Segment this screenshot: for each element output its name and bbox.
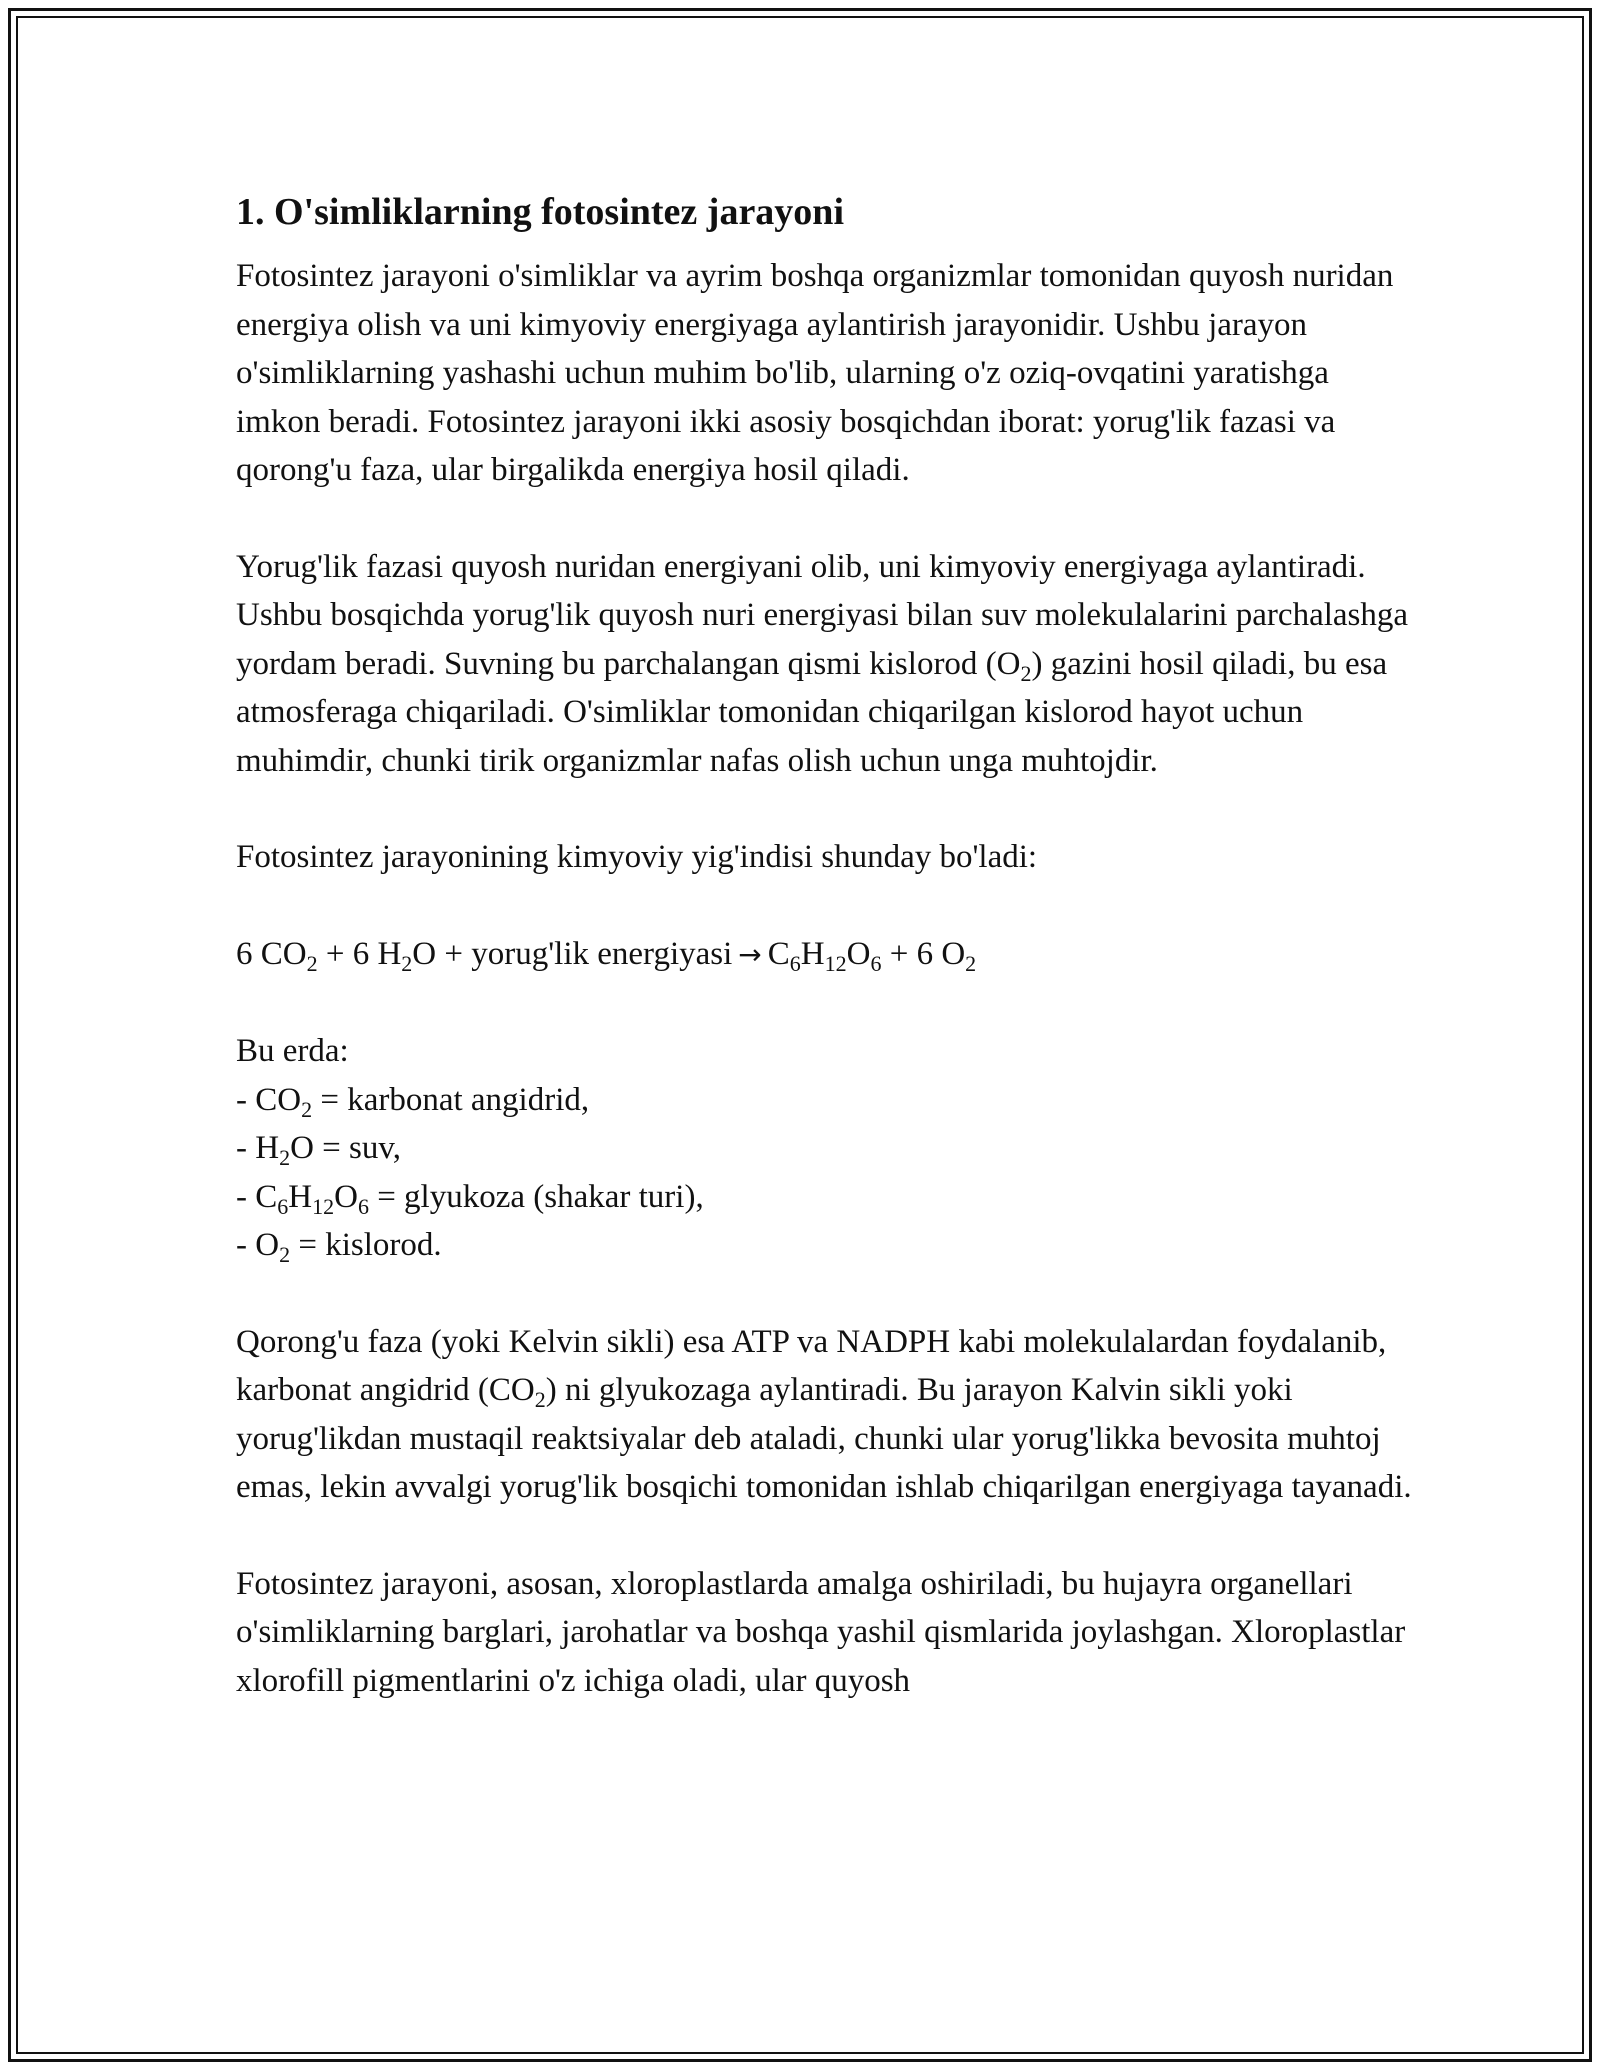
- subscript: 2: [279, 1145, 291, 1170]
- text-run: O: [846, 935, 871, 972]
- subscript: 2: [301, 1096, 313, 1122]
- subscript: 2: [306, 950, 318, 976]
- subscript: 2: [279, 1242, 291, 1267]
- text-run: ) ni glyukozaga aylantiradi. Bu jarayon Kalvin sikli yoki yorug'likdan mustaqil reaktsiyalar deb ataladi, chunki ular yorug'likka bevosita muhtoj emas, lekin avvalgi yorug'lik bosqichi tomonidan ishlab chiqarilgan energiyaga tayanadi.: [236, 1372, 1412, 1505]
- list-item: [236, 1076, 1416, 1125]
- text-run: = glyukoza (shakar turi),: [368, 1178, 704, 1215]
- text-run: = kislorod.: [290, 1227, 442, 1263]
- text-run: O: [334, 1178, 358, 1215]
- text-run: - CO: [236, 1081, 302, 1118]
- text-run: O = suv,: [290, 1130, 401, 1166]
- text-run: - C: [236, 1178, 278, 1215]
- text-run: - O: [236, 1227, 280, 1263]
- text-run: C: [767, 935, 790, 972]
- paragraph-equation-intro: Fotosintez jarayonining kimyoviy yig'indisi shunday bo'ladi:: [236, 839, 1038, 875]
- subscript: 2: [401, 950, 413, 976]
- list-item: [236, 1173, 1416, 1222]
- text-run: Yorug'lik fazasi quyosh nuridan energiyani olib, uni kimyoviy energiyaga aylantiradi. Ushbu bosqichda yorug'lik quyosh nuri energiyasi bilan suv molekulalarini parchalashga yordam beradi. Suvning bu parchalangan qismi kislorod (O: [236, 548, 1409, 682]
- paragraph-chloroplasts: Fotosintez jarayoni, asosan, xloroplastlarda amalga oshiriladi, bu hujayra organellari o'simliklarning barglari, jarohatlar va boshqa yashil qismlarida joylashgan. Xloroplastlar xlorofill pigmentlarini o'z ichiga oladi, ular quyosh: [236, 1565, 1406, 1699]
- text-run: O + yorug'lik energiyasi: [412, 935, 733, 972]
- section-heading: 1. O'simliklarning fotosintez jarayoni: [236, 191, 844, 233]
- subscript: 12: [312, 1193, 335, 1219]
- subscript: 6: [870, 950, 882, 976]
- subscript: 2: [534, 1387, 546, 1412]
- document-body: [236, 186, 1416, 1753]
- text-run: ) gazini hosil qiladi, bu esa atmosferaga chiqariladi. O'simliklar tomonidan chiqarilgan kislorod hayot uchun muhimdir, chunki tirik organizmlar nafas olish uchun unga muhtojdir.: [236, 645, 1388, 779]
- text-run: + 6 H: [317, 935, 402, 972]
- legend-intro: Bu erda:: [236, 1033, 349, 1069]
- subscript: 6: [357, 1193, 369, 1219]
- legend-list: [236, 1027, 1416, 1270]
- subscript: 6: [789, 950, 801, 976]
- list-item: [236, 1124, 1416, 1173]
- paragraph-dark-phase: [236, 1318, 1416, 1512]
- subscript: 12: [824, 950, 847, 976]
- subscript: 2: [1020, 660, 1032, 686]
- arrow-right-icon: →: [738, 937, 762, 971]
- text-run: H: [288, 1178, 313, 1215]
- paragraph-light-phase: [236, 543, 1416, 786]
- list-item: [236, 1221, 1416, 1270]
- chemical-equation: [236, 930, 1416, 980]
- subscript: 2: [965, 950, 977, 976]
- text-run: Qorong'u faza (yoki Kelvin sikli) esa ATP va NADPH kabi molekulalardan foydalanib, karbonat angidrid (CO: [236, 1323, 1387, 1408]
- text-run: H: [800, 935, 825, 972]
- paragraph-intro: Fotosintez jarayoni o'simliklar va ayrim boshqa organizmlar tomonidan quyosh nuridan energiya olish va uni kimyoviy energiyaga aylantirish jarayonidir. Ushbu jarayon o'simliklarning yashashi uchun muhim bo'lib, ularning o'z oziq-ovqatini yaratishga imkon beradi. Fotosintez jarayoni ikki asosiy bosqichdan iborat: yorug'lik fazasi va qorong'u faza, ular birgalikda energiya hosil qiladi.: [236, 258, 1394, 488]
- text-run: - H: [236, 1130, 280, 1166]
- text-run: 6 CO: [236, 935, 307, 972]
- text-run: = karbonat angidrid,: [312, 1081, 590, 1118]
- subscript: 6: [277, 1193, 289, 1219]
- text-run: + 6 O: [881, 935, 966, 972]
